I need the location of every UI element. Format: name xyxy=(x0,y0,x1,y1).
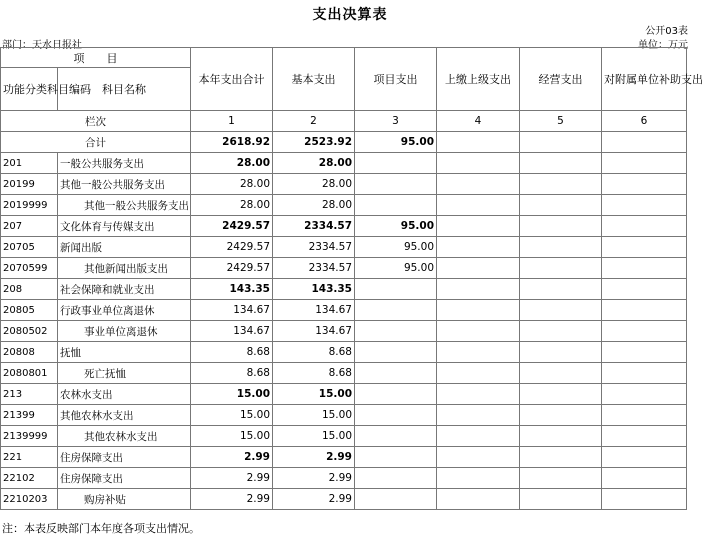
subject-code-cell: 213 xyxy=(1,384,58,405)
basic-expense-cell: 15.00 xyxy=(273,405,355,426)
subsidy-cell xyxy=(602,300,687,321)
subject-name-text: 其他新闻出版支出 xyxy=(84,262,168,275)
table-row xyxy=(1,342,687,363)
table-row xyxy=(1,258,687,279)
unit-label: 单位：万元 xyxy=(638,40,688,51)
subject-code-cell: 207 xyxy=(1,216,58,237)
project-expense-cell xyxy=(355,468,437,489)
subsidy-cell xyxy=(602,237,687,258)
subsidy-cell xyxy=(602,258,687,279)
subject-name-text: 其他一般公共服务支出 xyxy=(84,199,189,212)
total-expense-cell: 28.00 xyxy=(191,174,273,195)
subject-name-text: 购房补贴 xyxy=(84,493,126,506)
subsidy-cell xyxy=(602,426,687,447)
upper-payment-cell xyxy=(437,153,520,174)
subject-name-text: 死亡抚恤 xyxy=(84,367,126,380)
subject-code-cell: 208 xyxy=(1,279,58,300)
basic-expense-cell: 2334.57 xyxy=(273,237,355,258)
subsidy-cell xyxy=(602,468,687,489)
table-row xyxy=(1,195,687,216)
subsidy-cell xyxy=(602,384,687,405)
business-expense-cell xyxy=(520,258,602,279)
project-expense-cell xyxy=(355,279,437,300)
subject-code-cell: 2070599 xyxy=(1,258,58,279)
basic-expense-cell: 2334.57 xyxy=(273,216,355,237)
project-expense-cell xyxy=(355,342,437,363)
subsidy-cell xyxy=(602,342,687,363)
project-expense-cell xyxy=(355,489,437,510)
subject-code-cell: 2019999 xyxy=(1,195,58,216)
project-expense-cell xyxy=(355,384,437,405)
subject-code-cell: 20199 xyxy=(1,174,58,195)
column-index-2: 2 xyxy=(273,111,355,132)
subject-name-cell xyxy=(58,258,191,279)
report-title: 支出决算表 xyxy=(312,7,388,23)
subject-code-cell: 21399 xyxy=(1,405,58,426)
upper-payment-cell xyxy=(437,321,520,342)
upper-payment-cell xyxy=(437,489,520,510)
basic-expense-cell: 15.00 xyxy=(273,384,355,405)
upper-payment-cell xyxy=(437,258,520,279)
subsidy-cell xyxy=(602,489,687,510)
business-expense-cell xyxy=(520,405,602,426)
total-expense-cell: 28.00 xyxy=(191,195,273,216)
column-index-3: 3 xyxy=(355,111,437,132)
upper-payment-cell xyxy=(437,363,520,384)
table-row xyxy=(1,300,687,321)
total-expense-cell: 2429.57 xyxy=(191,237,273,258)
total-project-value: 95.00 xyxy=(355,132,437,153)
business-expense-cell xyxy=(520,489,602,510)
total-row xyxy=(1,132,687,153)
basic-expense-cell: 134.67 xyxy=(273,300,355,321)
header-total-expense: 本年支出合计 xyxy=(191,48,273,111)
upper-payment-cell xyxy=(437,237,520,258)
business-expense-cell xyxy=(520,363,602,384)
expense-table xyxy=(0,47,703,510)
column-index-row xyxy=(1,111,687,132)
upper-payment-cell xyxy=(437,174,520,195)
header-subsidy: 对附属单位补助支出 xyxy=(602,48,687,111)
table-row xyxy=(1,384,687,405)
project-expense-cell xyxy=(355,300,437,321)
business-expense-cell xyxy=(520,300,602,321)
upper-payment-cell xyxy=(437,384,520,405)
business-expense-cell xyxy=(520,279,602,300)
total-expense-cell: 2.99 xyxy=(191,468,273,489)
table-row xyxy=(1,363,687,384)
project-expense-cell xyxy=(355,447,437,468)
total-expense-cell: 143.35 xyxy=(191,279,273,300)
subject-name-cell: 行政事业单位离退休 xyxy=(58,300,191,321)
business-expense-cell xyxy=(520,237,602,258)
subject-code-cell: 2139999 xyxy=(1,426,58,447)
business-expense-cell xyxy=(520,153,602,174)
basic-expense-cell: 8.68 xyxy=(273,342,355,363)
subsidy-cell xyxy=(602,153,687,174)
table-row xyxy=(1,489,687,510)
project-expense-cell xyxy=(355,426,437,447)
subject-name-cell: 住房保障支出 xyxy=(58,447,191,468)
subject-name-cell xyxy=(58,426,191,447)
table-row xyxy=(1,174,687,195)
business-expense-cell xyxy=(520,174,602,195)
subject-code-cell: 20705 xyxy=(1,237,58,258)
subject-name-cell xyxy=(58,321,191,342)
basic-expense-cell: 134.67 xyxy=(273,321,355,342)
subject-code-cell: 2080502 xyxy=(1,321,58,342)
basic-expense-cell: 2.99 xyxy=(273,468,355,489)
upper-payment-cell xyxy=(437,342,520,363)
table-row xyxy=(1,468,687,489)
subject-code-cell: 2080801 xyxy=(1,363,58,384)
subject-name-cell: 其他一般公共服务支出 xyxy=(58,174,191,195)
form-code: 公开03表 xyxy=(645,26,688,37)
basic-expense-cell: 28.00 xyxy=(273,174,355,195)
subject-code-cell: 221 xyxy=(1,447,58,468)
basic-expense-cell: 28.00 xyxy=(273,153,355,174)
subsidy-cell xyxy=(602,447,687,468)
subsidy-cell xyxy=(602,279,687,300)
total-expense-cell: 134.67 xyxy=(191,300,273,321)
project-expense-cell: 95.00 xyxy=(355,258,437,279)
subsidy-cell xyxy=(602,216,687,237)
column-index-5: 5 xyxy=(520,111,602,132)
total-expense-value: 2618.92 xyxy=(191,132,273,153)
subject-name-cell: 一般公共服务支出 xyxy=(58,153,191,174)
upper-payment-cell xyxy=(437,216,520,237)
subject-code-cell: 22102 xyxy=(1,468,58,489)
subject-name-cell: 社会保障和就业支出 xyxy=(58,279,191,300)
upper-payment-cell xyxy=(437,195,520,216)
header-subject-name: 科目名称 xyxy=(58,68,191,111)
basic-expense-cell: 2334.57 xyxy=(273,258,355,279)
project-expense-cell: 95.00 xyxy=(355,237,437,258)
business-expense-cell xyxy=(520,447,602,468)
header-func-code: 功能分类科目编码 xyxy=(1,68,58,111)
basic-expense-cell: 8.68 xyxy=(273,363,355,384)
upper-payment-cell xyxy=(437,405,520,426)
project-expense-cell xyxy=(355,153,437,174)
upper-payment-cell xyxy=(437,279,520,300)
subject-code-cell: 20808 xyxy=(1,342,58,363)
subject-name-cell: 其他农林水支出 xyxy=(58,405,191,426)
subject-name-cell xyxy=(58,489,191,510)
total-expense-cell: 134.67 xyxy=(191,321,273,342)
upper-payment-cell xyxy=(437,426,520,447)
subject-code-cell: 2210203 xyxy=(1,489,58,510)
subject-code-cell: 201 xyxy=(1,153,58,174)
header-item: 项 目 xyxy=(1,48,191,68)
project-expense-cell xyxy=(355,174,437,195)
subsidy-cell xyxy=(602,195,687,216)
total-business-value xyxy=(520,132,602,153)
subsidy-cell xyxy=(602,363,687,384)
table-row xyxy=(1,153,687,174)
total-subsidy-value xyxy=(602,132,687,153)
subject-name-cell: 农林水支出 xyxy=(58,384,191,405)
upper-payment-cell xyxy=(437,468,520,489)
total-expense-cell: 28.00 xyxy=(191,153,273,174)
business-expense-cell xyxy=(520,384,602,405)
subsidy-cell xyxy=(602,174,687,195)
column-index-6: 6 xyxy=(602,111,687,132)
subject-name-cell xyxy=(58,363,191,384)
header-project-expense: 项目支出 xyxy=(355,48,437,111)
total-expense-cell: 8.68 xyxy=(191,342,273,363)
upper-payment-cell xyxy=(437,447,520,468)
table-row xyxy=(1,405,687,426)
subsidy-cell xyxy=(602,321,687,342)
subject-name-text: 事业单位离退休 xyxy=(84,325,158,338)
column-index-1: 1 xyxy=(191,111,273,132)
subject-code-cell: 20805 xyxy=(1,300,58,321)
basic-expense-cell: 2.99 xyxy=(273,447,355,468)
column-index-label: 栏次 xyxy=(1,111,191,132)
total-upper-value xyxy=(437,132,520,153)
total-label: 合计 xyxy=(1,132,191,153)
total-expense-cell: 2.99 xyxy=(191,489,273,510)
project-expense-cell xyxy=(355,321,437,342)
table-row xyxy=(1,426,687,447)
total-expense-cell: 2429.57 xyxy=(191,216,273,237)
total-expense-cell: 15.00 xyxy=(191,426,273,447)
total-expense-cell: 15.00 xyxy=(191,384,273,405)
total-expense-cell: 8.68 xyxy=(191,363,273,384)
header-upper-payment: 上缴上级支出 xyxy=(437,48,520,111)
table-row xyxy=(1,216,687,237)
table-row xyxy=(1,321,687,342)
business-expense-cell xyxy=(520,321,602,342)
header-business-expense: 经营支出 xyxy=(520,48,602,111)
business-expense-cell xyxy=(520,342,602,363)
business-expense-cell xyxy=(520,195,602,216)
subject-name-cell xyxy=(58,195,191,216)
total-expense-cell: 2.99 xyxy=(191,447,273,468)
business-expense-cell xyxy=(520,216,602,237)
project-expense-cell xyxy=(355,195,437,216)
subject-name-cell: 新闻出版 xyxy=(58,237,191,258)
subject-name-text: 其他农林水支出 xyxy=(84,430,158,443)
basic-expense-cell: 15.00 xyxy=(273,426,355,447)
total-basic-value: 2523.92 xyxy=(273,132,355,153)
table-row xyxy=(1,447,687,468)
business-expense-cell xyxy=(520,426,602,447)
total-expense-cell: 15.00 xyxy=(191,405,273,426)
project-expense-cell: 95.00 xyxy=(355,216,437,237)
department-label: 部门：天水日报社 xyxy=(2,40,82,51)
total-expense-cell: 2429.57 xyxy=(191,258,273,279)
column-index-4: 4 xyxy=(437,111,520,132)
subsidy-cell xyxy=(602,405,687,426)
table-row xyxy=(1,279,687,300)
subject-name-cell: 文化体育与传媒支出 xyxy=(58,216,191,237)
header-basic-expense: 基本支出 xyxy=(273,48,355,111)
basic-expense-cell: 28.00 xyxy=(273,195,355,216)
basic-expense-cell: 2.99 xyxy=(273,489,355,510)
project-expense-cell xyxy=(355,405,437,426)
project-expense-cell xyxy=(355,363,437,384)
upper-payment-cell xyxy=(437,300,520,321)
basic-expense-cell: 143.35 xyxy=(273,279,355,300)
subject-name-cell: 住房保障支出 xyxy=(58,468,191,489)
business-expense-cell xyxy=(520,468,602,489)
subject-name-cell: 抚恤 xyxy=(58,342,191,363)
table-row xyxy=(1,237,687,258)
footnote: 注：本表反映部门本年度各项支出情况。 xyxy=(2,522,200,535)
